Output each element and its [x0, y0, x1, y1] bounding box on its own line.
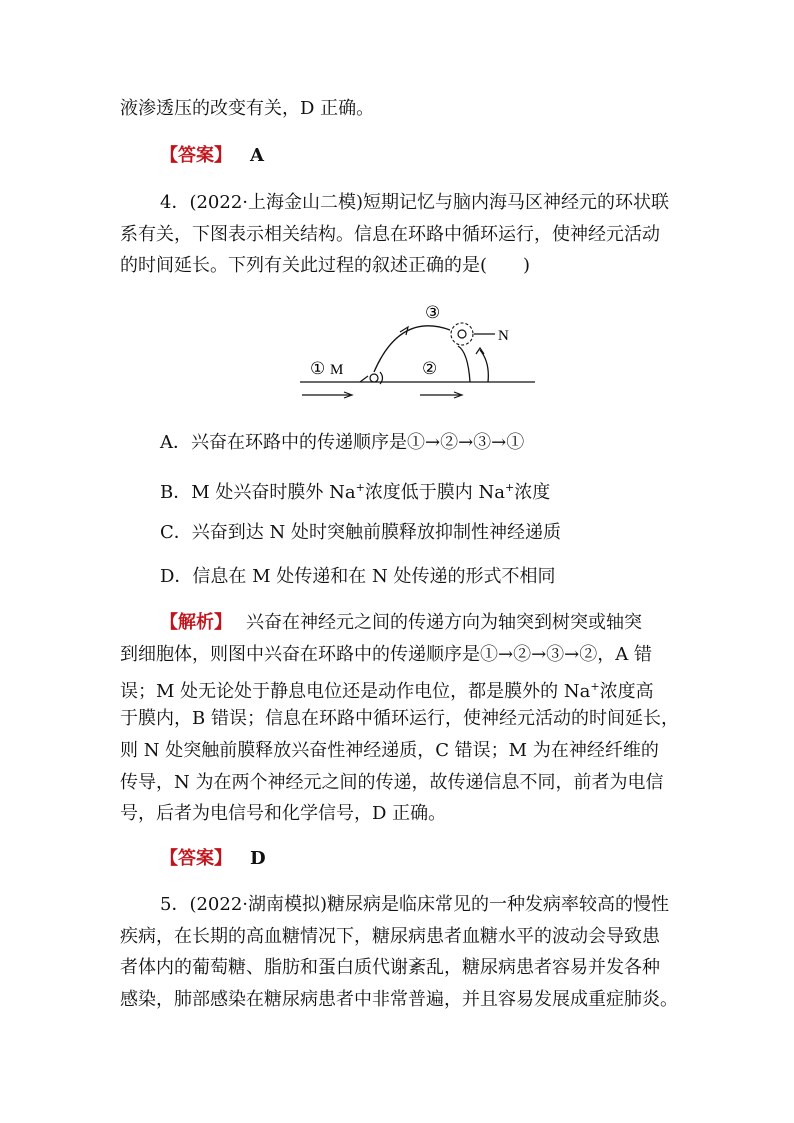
analysis-line-6: 传导，N 为在两个神经元之间的传递，故传递信息不同，前者为电信	[120, 772, 664, 793]
q4-option-b	[160, 477, 550, 504]
synapse-stem	[360, 376, 368, 382]
analysis-label: 【解析】	[160, 612, 232, 633]
q5-line-4: 感染，肺部感染在糖尿病患者中非常普遍，并且容易发展成重症肺炎。	[120, 989, 678, 1010]
analysis-first: 兴奋在神经元之间的传递方向为轴突到树突或轴突	[246, 612, 642, 633]
answer-label: 【答案】	[160, 848, 232, 869]
analysis-line-5: 则 N 处突触前膜释放兴奋性神经递质，C 错误；M 为在神经纤维的	[120, 740, 659, 761]
answer-value: A	[250, 145, 264, 166]
analysis-line-3	[120, 676, 654, 703]
label-circle-3: ③	[425, 303, 441, 323]
option-b-part: 浓度低于膜内 Na	[364, 482, 506, 503]
answer-3	[160, 145, 264, 167]
q4-option-a: A．兴奋在环路中的传递顺序是①→②→③→①	[160, 432, 525, 453]
axon-arc-2	[458, 346, 470, 382]
synapse-n-circle	[458, 330, 466, 338]
analysis-sup: +	[590, 680, 600, 693]
intro-line: 液渗透压的改变有关，D 正确。	[120, 98, 375, 119]
axon-arc-n	[480, 350, 488, 382]
label-circle-2: ②	[422, 359, 438, 379]
analysis-line-7: 号，后者为电信号和化学信号，D 正确。	[120, 803, 447, 824]
q4-option-d: D．信息在 M 处传递和在 N 处传递的形式不相同	[160, 566, 556, 587]
option-b-part: B．M 处兴奋时膜外 Na	[160, 482, 356, 503]
answer-label: 【答案】	[160, 145, 232, 166]
q5-line-2: 疾病，在长期的高血糖情况下，糖尿病患者血糖水平的波动会导致患	[120, 926, 660, 947]
q4-option-c: C．兴奋到达 N 处时突触前膜释放抑制性神经递质	[160, 522, 561, 543]
q5-line-3: 者体内的葡萄糖、脂肪和蛋白质代谢紊乱，糖尿病患者容易并发各种	[120, 957, 660, 978]
option-b-part: 浓度	[514, 482, 551, 503]
neuron-loop-diagram	[290, 292, 550, 412]
analysis-part: 浓度高	[599, 681, 654, 702]
option-b-sup: +	[355, 481, 365, 494]
q5-line-1: 5．(2022·湖南模拟)糖尿病是临床常见的一种发病率较高的慢性	[160, 894, 670, 915]
synapse-m-circle	[370, 374, 378, 382]
analysis-part: 误；M 处无论处于静息电位还是动作电位，都是膜外的 Na	[120, 681, 591, 702]
label-m: M	[330, 362, 344, 378]
label-n: N	[498, 328, 509, 344]
label-circle-1: ①	[310, 359, 326, 379]
analysis-line-1	[160, 612, 642, 634]
q4-line-3: 的时间延长。下列有关此过程的叙述正确的是( )	[120, 255, 531, 276]
axon-arc-3	[374, 326, 450, 372]
q4-line-2: 系有关，下图表示相关结构。信息在环路中循环运行，使神经元活动	[120, 224, 660, 245]
answer-value: D	[250, 848, 266, 869]
q4-line-1: 4．(2022·上海金山二模)短期记忆与脑内海马区神经元的环状联	[160, 192, 670, 213]
option-b-sup: +	[505, 481, 515, 494]
answer-4	[160, 848, 266, 870]
analysis-line-4: 于膜内，B 错误；信息在环路中循环运行，使神经元活动的时间延长，	[120, 708, 679, 729]
analysis-line-2: 到细胞体，则图中兴奋在环路中的传递顺序是①→②→③→②，A 错	[120, 644, 652, 665]
